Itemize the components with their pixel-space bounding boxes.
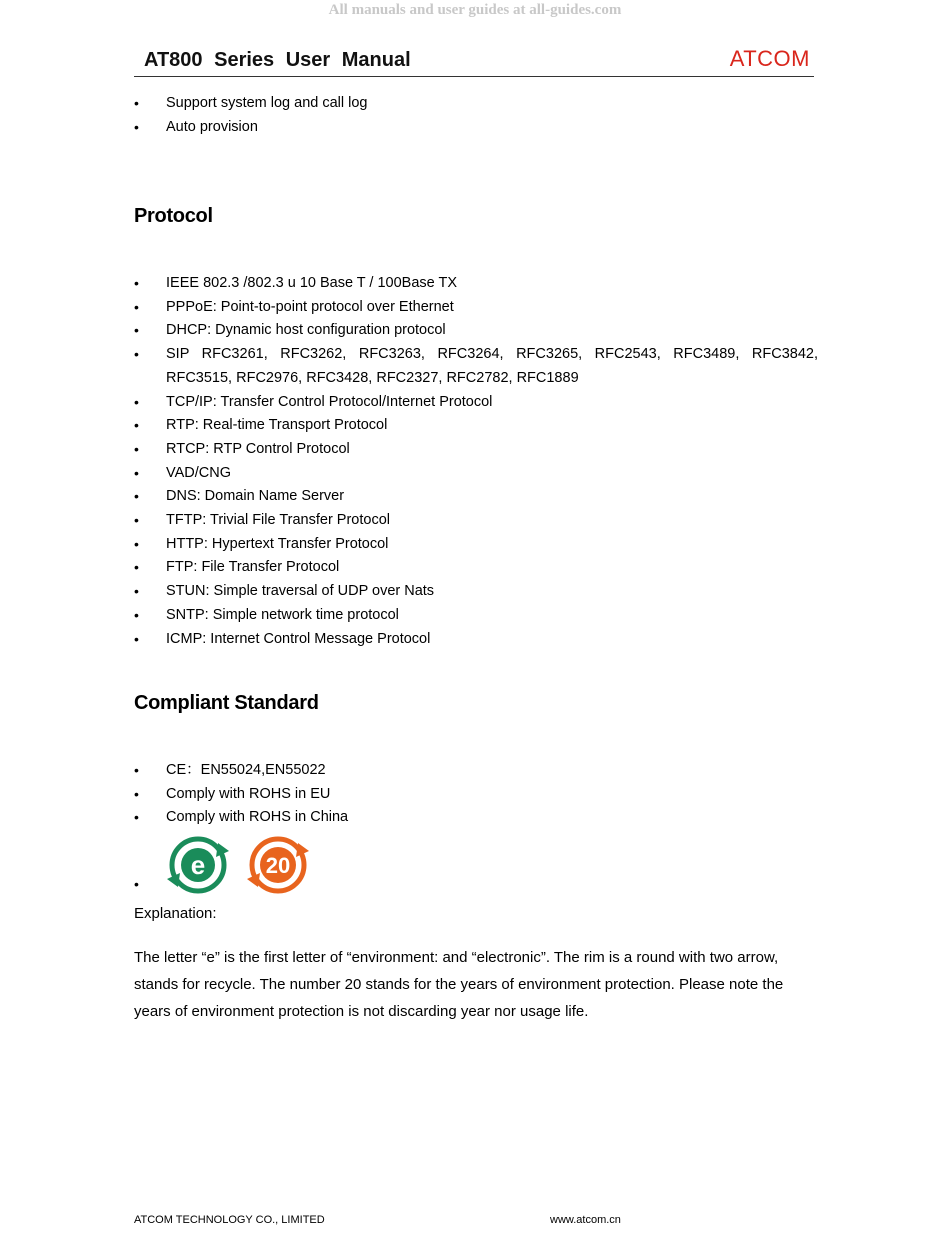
- protocol-heading: Protocol: [134, 205, 213, 227]
- list-item: • STUN: Simple traversal of UDP over Nats: [134, 580, 818, 604]
- compliant-list: [134, 759, 818, 830]
- e-logo-letter: e: [190, 850, 206, 880]
- list-item: • Support system log and call log: [134, 92, 818, 116]
- protocol-list: [134, 272, 818, 651]
- footer-website: www.atcom.cn: [550, 1214, 621, 1226]
- page-header: [134, 46, 814, 77]
- years-logo-number: 20: [265, 853, 291, 878]
- rohs-logos: [134, 836, 434, 896]
- list-item: • Auto provision: [134, 116, 818, 140]
- list-item: • TFTP: Trivial File Transfer Protocol: [134, 509, 818, 533]
- list-item: • IEEE 802.3 /802.3 u 10 Base T / 100Base TX: [134, 272, 818, 296]
- list-item: • Comply with ROHS in China: [134, 806, 818, 830]
- list-item: • SNTP: Simple network time protocol: [134, 604, 818, 628]
- watermark: All manuals and user guides at all-guides.com: [328, 2, 622, 18]
- list-item: • CE：EN55024,EN55022: [134, 759, 818, 783]
- manual-title: AT800 Series User Manual: [144, 49, 411, 71]
- list-item: • RTCP: RTP Control Protocol: [134, 438, 818, 462]
- environment-e-logo-icon: [167, 839, 229, 891]
- list-item: • DHCP: Dynamic host configuration protocol: [134, 319, 818, 343]
- list-item: • RTP: Real-time Transport Protocol: [134, 414, 818, 438]
- list-item: • DNS: Domain Name Server: [134, 485, 818, 509]
- feature-list: [134, 92, 818, 139]
- list-item: • VAD/CNG: [134, 462, 818, 486]
- explanation-text: The letter “e” is the first letter of “environment: and “electronic”. The rim is a round with two arrow, stands for recycle. The number 20 stands for the years of environment protection. Please note the years of environment protection is not discarding year nor usage life.: [134, 949, 784, 1020]
- footer-company: ATCOM TECHNOLOGY CO., LIMITED: [134, 1214, 325, 1226]
- explanation-label: Explanation:: [134, 905, 217, 922]
- compliant-heading: Compliant Standard: [134, 692, 319, 714]
- list-item: • SIP RFC3261, RFC3262, RFC3263, RFC3264, RFC3265, RFC2543, RFC3489, RFC3842, RFC3515, RFC2976, RFC3428, RFC2327, RFC2782, RFC1889: [134, 343, 818, 390]
- list-item: • TCP/IP: Transfer Control Protocol/Internet Protocol: [134, 391, 818, 415]
- logo-bullet: •: [134, 876, 139, 892]
- brand-logo: ATCOM: [729, 46, 810, 71]
- list-item: • FTP: File Transfer Protocol: [134, 556, 818, 580]
- list-item: • Comply with ROHS in EU: [134, 783, 818, 807]
- list-item: • HTTP: Hypertext Transfer Protocol: [134, 533, 818, 557]
- environment-20-logo-icon: [247, 839, 309, 891]
- list-item: • PPPoE: Point-to-point protocol over Ethernet: [134, 296, 818, 320]
- list-item: • ICMP: Internet Control Message Protocol: [134, 628, 818, 652]
